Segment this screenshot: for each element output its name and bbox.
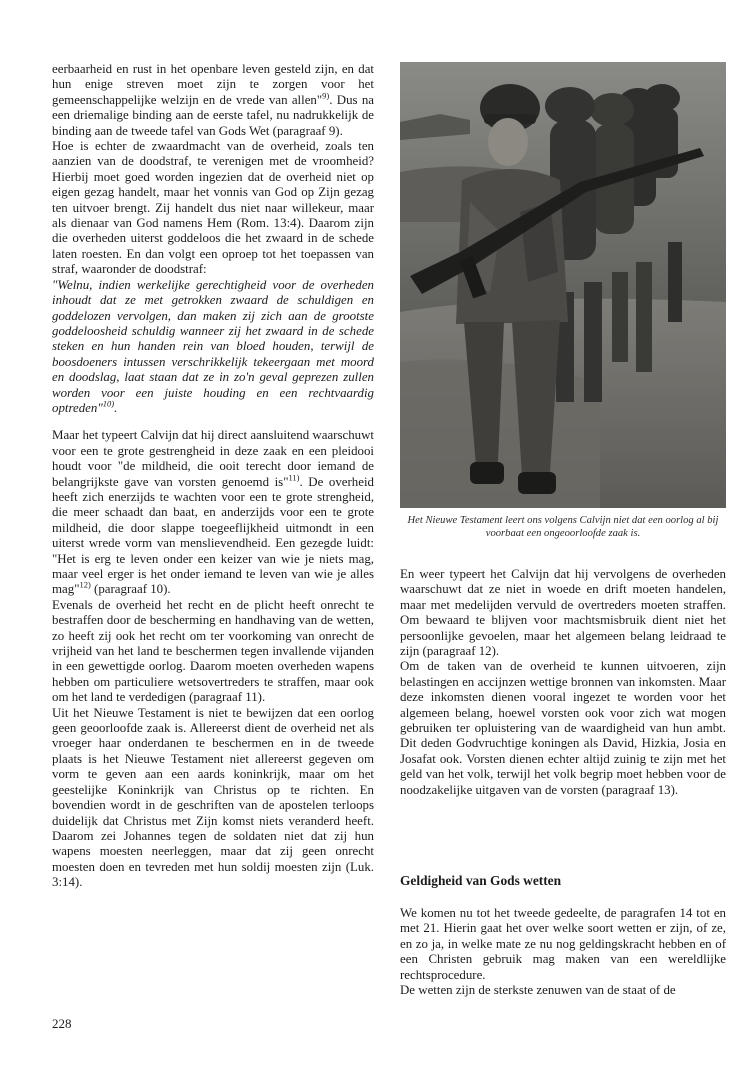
footnote-ref: 12) xyxy=(79,580,91,591)
photo-caption: Het Nieuwe Testament leert ons volgens Calvijn niet dat een oorlog al bij voorbaat een ongeoorloofde zaak is. xyxy=(407,515,719,539)
page-number: 228 xyxy=(52,1016,72,1031)
right-column-continued xyxy=(400,906,726,998)
paragraph: Maar het typeert Calvijn dat hij direct aansluitend waarschuwt voor een te grote gestrengheid in deze zaak en een pleidooi houdt voor "de mildheid, die ooit terecht door iemand de belangrijkste gave van vorsten genoemd is"$^{11)}$. De overheid heeft zich enerzijds te wachten voor een te grote strengheid, die meer schaadt dan baat, en anderzijds voor een te grote mildheid, die door slappe toegeeflijkheid uitmondt in een uiterst wrede vorm van menslievendheid. Een gezegde luidt: "Het is erg te leven onder een keizer van wie je niets mag, maar veel erger is het onder iemand te leven van wie je alles mag"$^{12)}$ (paragraaf 10). xyxy=(52,428,374,597)
paragraph: Om de taken van de overheid te kunnen uitvoeren, zijn belastingen en accijnzen wettige bronnen van inkomsten. Maar deze inkomsten dienen vooral ingezet te worden voor het algemeen belang, hoewel vorsten ook voor zich wat mogen gebruiken ter opluistering van de waardigheid van hun ambt. Dit deden Godvruchtige koningen als David, Hizkia, Josia en Josafat ook. Vorsten dienen echter altijd zuinig te zijn met het geld van het volk, terwijl het volk begrip moet hebben voor de noodzakelijke uitgaven van de vorsten (paragraaf 13). xyxy=(400,659,726,797)
left-column xyxy=(52,62,374,891)
block-quote: "Welnu, indien werkelijke gerechtigheid voor de overheden inhoudt dat ze met getrokken zwaard de schuldigen en goddelozen vervolgen, dan maken zij zich aan de grootste goddeloosheid schuldig wanneer zij het zwaard in de schede steken en hun handen rein van bloed houden, terwijl de boosdoeners intussen verschrikkelijk tekeergaan met moord en doodslag, laat staan dat ze in zo'n geval geprezen zullen worden voor een juiste houding en een rechtvaardig optreden"$^{10)}$. xyxy=(52,277,374,415)
soldiers-photo xyxy=(400,62,726,508)
footnote-ref: 11) xyxy=(288,472,300,483)
paragraph: En weer typeert het Calvijn dat hij vervolgens de overheden waarschuwt dat ze niet in woede en drift moeten handelen, maar met medelijden vervuld de overtreders moeten straffen. Om bewaard te blijven voor machtsmisbruik dient niet het persoonlijke gevoelen, maar het algemeen belang leidraad te zijn (paragraaf 12). xyxy=(400,567,726,659)
paragraph: Hoe is echter de zwaardmacht van de overheid, zoals ten aanzien van de doodstraf, te verenigen met de vroomheid? Hierbij moet goed worden ingezien dat de overheid niet op eigen gezag handelt, maar het vonnis van God op Zijn gezag ten uitvoer brengt. Zij handelt dus niet naar willekeur, maar als dienaar van God namens Hem (Rom. 13:4). Daarom zijn die overheden uiterst goddeloos die het zwaard in de schede laten roesten. En dan volgt een oproep tot het toepassen van straf, waaronder de doodstraf: xyxy=(52,139,374,277)
right-column xyxy=(400,567,726,798)
paragraph: Evenals de overheid het recht en de plicht heeft onrecht te bestraffen door de bescherming en handhaving van de wetten, zo heeft zij ook het recht om ter voorkoming van onrecht de vrijheid van het land te beschermen tegen invallende vijanden in een gewettigde oorlog. Daarom moeten overheden wapens hebben om particuliere wetsovertreders te straffen, maar ook om het land te verdedigen (paragraaf 11). xyxy=(52,597,374,705)
footnote-ref: 9) xyxy=(322,90,330,101)
footnote-ref: 10) xyxy=(102,398,115,409)
paragraph: We komen nu tot het tweede gedeelte, de paragrafen 14 tot en met 21. Hierin gaat het over welke soort wetten er zijn, of ze, en zo ja, in welke mate ze nu nog geldingskracht hebben en of een Christen gebruik mag maken van een wereldlijke rechtsprocedure. xyxy=(400,906,726,982)
paragraph: eerbaarheid en rust in het openbare leven gesteld zijn, en dat hun enige streven moet zijn te zorgen voor het gemeenschappelijke welzijn en de vrede van allen"$^{9)}$. Dus na een driemalige binding aan de eerste tafel, nu nadrukkelijk de binding aan de tweede tafel van Gods Wet (paragraaf 9). xyxy=(52,62,374,138)
paragraph: Uit het Nieuwe Testament is niet te bewijzen dat een oorlog geen geoorloofde zaak is. Allereerst dient de overheid net als vroeger haar onderdanen te beschermen en in de tweede plaats is het Nieuwe Testament niet allereerst gegeven om vorm te geven aan een aards koninkrijk, maar om het geestelijke Koninkrijk van Christus op te richten. En bovendien wordt in de geschriften van de apostelen terloops duidelijk dat Christus met Zijn komst niets veranderd heeft. Daarom zei Johannes tegen de soldaten niet dat zij hun wapens moesten neerleggen, maar dat zij geen onrecht moesten doen en tevreden met hun soldij moesten zijn (Luk. 3:14). xyxy=(52,705,374,890)
section-heading: Geldigheid van Gods wetten xyxy=(400,873,562,888)
paragraph: De wetten zijn de sterkste zenuwen van de staat of de xyxy=(400,983,676,998)
